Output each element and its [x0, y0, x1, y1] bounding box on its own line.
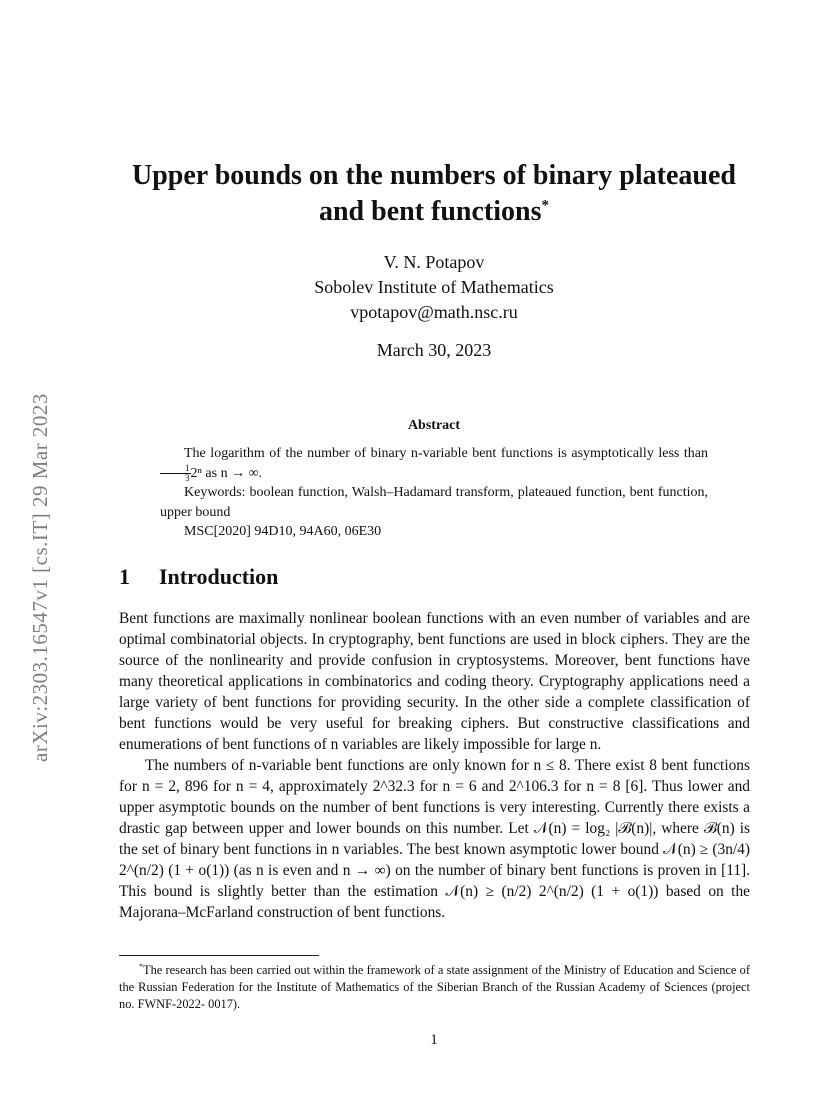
abstract-text-part2: 2ⁿ as n → ∞.	[190, 465, 263, 481]
section-body	[119, 608, 750, 923]
section-heading	[119, 564, 278, 590]
abstract-keywords: Keywords: boolean function, Walsh–Hadamard transform, plateaued function, bent function, upper bound	[160, 485, 708, 520]
page-number: 1	[430, 1032, 438, 1048]
arxiv-identifier-stamp	[28, 272, 54, 762]
abstract-body	[160, 444, 708, 542]
title-footnote-mark: *	[541, 197, 549, 214]
paper-title	[112, 158, 756, 230]
paragraph-2: The numbers of n-variable bent functions are only known for n ≤ 8. There exist 8 bent functions for n = 2, 896 for n = 4, approximately 2^32.3 for n = 6 and 2^106.3 for n = 8 [6]. Thus lower and upper asymptotic bounds on the number of bent functions is very interesting. Currently there exists a drastic gap between upper and lower bounds on this number. Let 𝒩(n) = log₂ |ℬ(n)|, where ℬ(n) is the set of binary bent functions in n variables. The best known asymptotic lower bound 𝒩(n) ≥ (3n/4) 2^(n/2) (1 + o(1)) (as n is even and n → ∞) on the number of binary bent functions is proven in [11]. This bound is slightly better than the estimation 𝒩(n) ≥ (n/2) 2^(n/2) (1 + o(1)) based on the Majorana–McFarland construction of bent functions.	[119, 757, 750, 921]
arxiv-identifier-text: arXiv:2303.16547v1 [cs.IT] 29 Mar 2023	[28, 393, 52, 762]
abstract-text-part1: The logarithm of the number of binary n-variable bent functions is asymptotically less than	[184, 446, 708, 461]
abstract-text	[160, 444, 708, 483]
paper-date: March 30, 2023	[376, 340, 492, 360]
author-email: vpotapov@math.nsc.ru	[350, 302, 518, 322]
paper-title-text: Upper bounds on the numbers of binary plateaued and bent functions	[132, 160, 736, 227]
section-number: 1	[119, 564, 130, 589]
abstract-heading: Abstract	[407, 418, 461, 433]
fraction-denominator: 3	[185, 472, 190, 483]
abstract-msc: MSC[2020] 94D10, 94A60, 06E30	[184, 524, 382, 539]
footnote	[119, 962, 750, 1013]
abstract-fraction	[160, 464, 191, 483]
footnote-mark: *	[139, 961, 143, 971]
footnote-text: The research has been carried out within the framework of a state assignment of the Ministry of Education and Science of the Russian Federation for the Institute of Mathematics of the Siberian Branch of the Russian Academy of Sciences (project no. FWNF-2022- 0017).	[119, 963, 750, 1011]
paragraph-1: Bent functions are maximally nonlinear boolean functions with an even number of variables and are optimal combinatorial objects. In cryptography, bent functions are used in block ciphers. They are the source of the nonlinearity and provide confusion in cryptosystems. Moreover, bent functions have many theoretical applications in combinatorics and coding theory. Cryptography applications need a large variety of bent functions for providing security. In the other side a complete classification of bent functions would be very useful for breaking ciphers. But constructive classifications and enumerations of bent functions of n variables are likely impossible for large n.	[119, 610, 750, 753]
footnote-divider	[119, 955, 319, 956]
fraction-numerator: 1	[160, 464, 191, 474]
author-affiliation: Sobolev Institute of Mathematics	[314, 277, 554, 297]
author-name: V. N. Potapov	[383, 252, 485, 272]
author-block	[112, 250, 756, 325]
section-title: Introduction	[159, 564, 279, 589]
